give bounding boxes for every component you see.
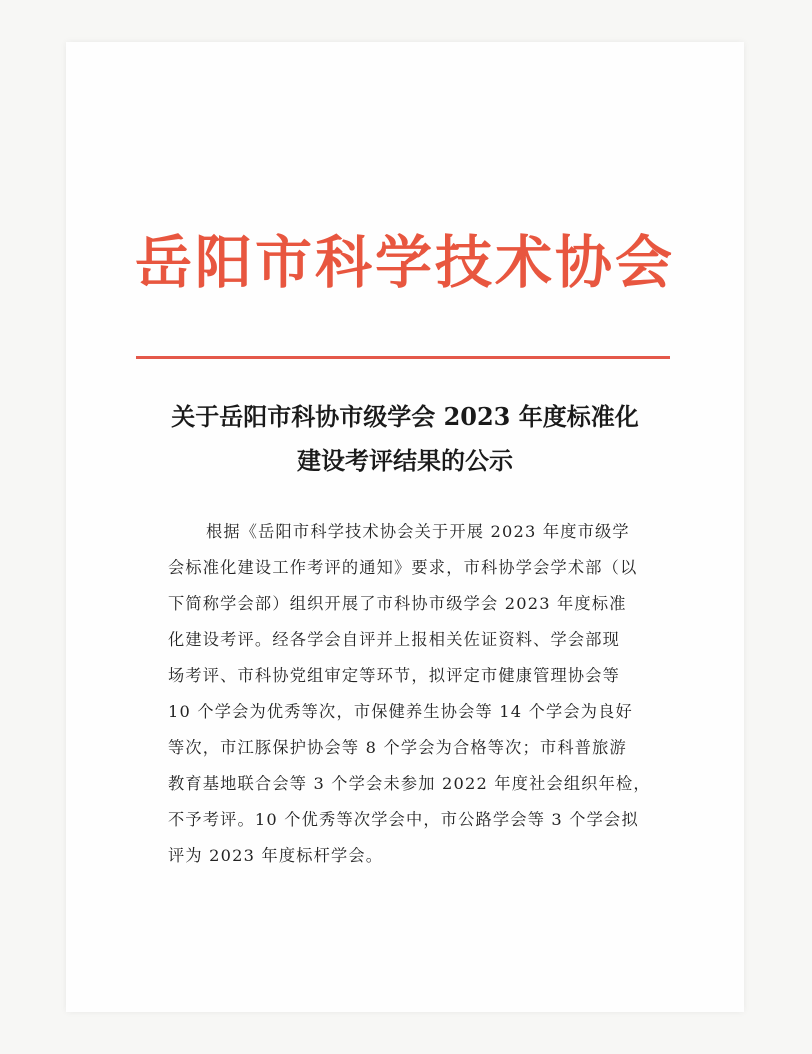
document-page — [66, 42, 744, 1012]
body-line: 教育基地联合会等 3 个学会未参加 2022 年度社会组织年检， — [168, 774, 651, 793]
org-letterhead: 岳阳市科学技术协会 — [135, 229, 675, 296]
body-paragraph — [168, 514, 664, 874]
body-line: 等次，市江豚保护协会等 8 个学会为合格等次；市科普旅游 — [168, 738, 627, 757]
body-line: 下简称学会部）组织开展了市科协市级学会 2023 年度标准 — [168, 594, 627, 613]
body-line: 根据《岳阳市科学技术协会关于开展 2023 年度市级学 — [206, 522, 630, 541]
title-line-2: 建设考评结果的公示 — [297, 446, 513, 475]
document-title — [66, 395, 744, 483]
body-line: 化建设考评。经各学会自评并上报相关佐证资料、学会部现 — [168, 630, 621, 649]
letterhead-red-rule — [136, 356, 670, 359]
body-line: 评为 2023 年度标杆学会。 — [168, 846, 384, 865]
title-line-1: 关于岳阳市科协市级学会 2023 年度标准化 — [171, 402, 639, 431]
body-line: 不予考评。10 个优秀等次学会中，市公路学会等 3 个学会拟 — [168, 810, 639, 829]
body-line: 场考评、市科协党组审定等环节，拟评定市健康管理协会等 — [168, 666, 621, 685]
body-line: 10 个学会为优秀等次，市保健养生协会等 14 个学会为良好 — [168, 702, 633, 721]
body-line: 会标准化建设工作考评的通知》要求，市科协学会学术部（以 — [168, 558, 638, 577]
